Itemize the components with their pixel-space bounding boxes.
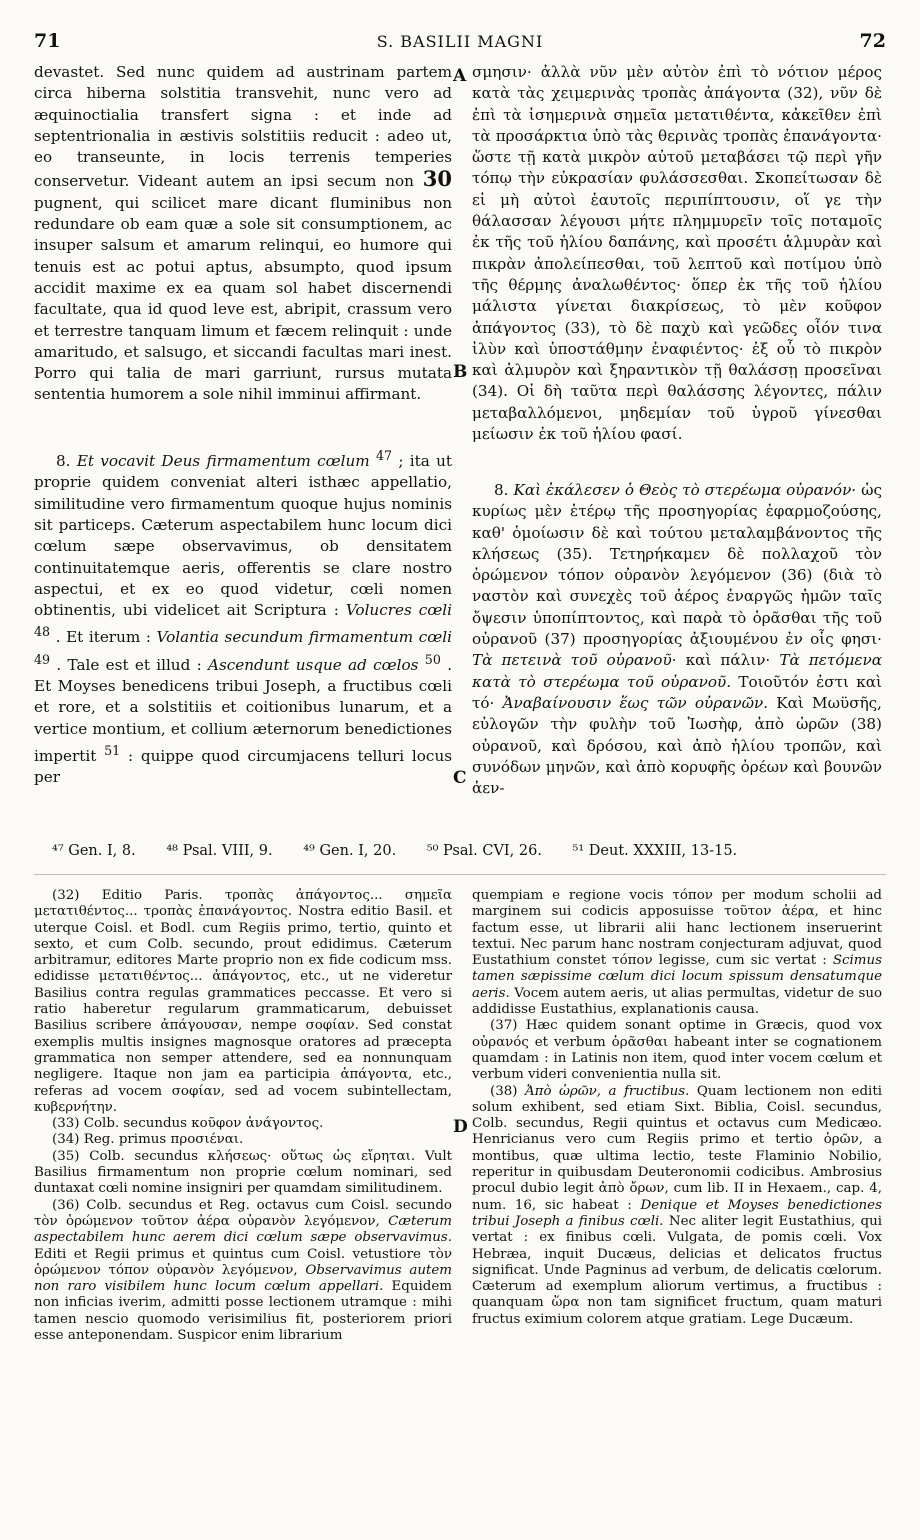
latin-column xyxy=(34,62,452,789)
note-38 xyxy=(472,1084,882,1328)
scripture-quote: Volantia secundum firmamentum cœli xyxy=(156,628,452,647)
footnote: ⁵⁰ Psal. CVI, 26. xyxy=(426,843,542,859)
note-translation: Cæterum aspectabilem hunc aerem dici cœlum sæpe observavimus. xyxy=(34,1213,453,1246)
note-text: Equidem non inficias iverim, admitti posse lectionem utramque : mihi tamen nescio quomodo verisimilius fit, posteriorem priori esse anteponendam. Suspicor enim librarium xyxy=(34,1279,452,1344)
scripture-quote: Καὶ ἐκάλεσεν ὁ Θεὸς τὸ στερέωμα οὐρανόν· xyxy=(513,481,857,499)
note-32: (32) Editio Paris. τροπὰς ἀπάγοντος... σημεῖα μετατιθέντος... τροπὰς ἐπανάγοντος. Nostra editio Basil. et uterque Coisl. et Bodl. cum Regiis primo, tertio, quinto et sexto, et cum Colb. secundo, prout edidimus. Cæterum arbitramur, editores Marte proprio non ex fide codicum mss. edidisse μετατιθέντος... ἀπάγοντος, etc., ut ne videretur Basilius contra regulas grammatices peccasse. Et vero si ratio haberetur regularum grammaticarum, debuisset Basilius scribere ἀπάγουσαν, nempe σοφίαν. Sed constat exemplis multis insignes magnosque oratores ad præcepta grammatica non semper attendere, sed ea nonnunquam negligere. Itaque non jam ea participia ἀπάγοντα, etc., referas ad vocem σοφίαν, sed ad vocem subintellectam, κυβερνήτην. xyxy=(34,888,452,1115)
paragraph-number: 8. xyxy=(494,481,509,499)
scripture-footnotes xyxy=(52,843,892,859)
section-number: 30 xyxy=(422,166,452,192)
footnote-ref: 50 xyxy=(424,651,441,667)
note-text: Vocem autem aeris, ut alias permultas, videtur de suo addidisse Eustathius, explanationis causa. xyxy=(472,985,883,1018)
footnote: ⁴⁷ Gen. I, 8. xyxy=(52,843,136,859)
greek-text: ὡς κυρίως μὲν ἑτέρῳ τῆς προσηγορίας ἐφαρμοζούσης, καθ' ὁμοίωσιν δὲ καὶ τούτου μεταλαμβάνοντος τῆς κλήσεως (35). Τετηρήκαμεν δὲ πολλαχοῦ τὸν ὁρώμενον τόπον οὐρανὸν λεγόμενον (36) (διὰ τὸ ναστὸν καὶ συνεχὲς τοῦ ἀέρος ἐναργῶς ἡμῶν ταῖς ὄψεσιν ὑποπίπτοντος, καὶ παρὰ τὸ ὁρᾶσθαι τῆς τοῦ οὐρανοῦ (37) προσηγορίας ἀξιουμένου ἐν οἷς φησι· xyxy=(472,481,882,649)
note-translation: Denique et Moyses benedictiones tribui Joseph a finibus cœli. xyxy=(472,1197,882,1229)
greek-paragraph-2 xyxy=(472,480,882,799)
notes-column-right xyxy=(472,888,882,1328)
scripture-quote: Ascendunt usque ad cœlos xyxy=(208,655,419,674)
latin-text: ; ita ut proprie quidem conveniat alteri isthæc appellatio, similitudine vero firmamentum quoque hujus nominis sit particeps. Cæterum aspectabilem hunc locum dici cœlum sæpe observavimus, ob densitatem continuitatemque aeris, offerentis se clare nostro aspectui, et ex eo quod videtur, cœli nomen obtinentis, ubi videlicet ait Scriptura : xyxy=(34,452,453,620)
footnote-ref: 51 xyxy=(104,743,121,759)
note-34: (34) Reg. primus προσιέναι. xyxy=(52,1132,244,1148)
greek-text: Τοιοῦτόν ἐστι καὶ τό· xyxy=(472,672,883,712)
latin-text: devastet. Sed nunc quidem ad austrinam partem circa hiberna solstitia transvehit, nunc vero ad æquinoctialia transfert signa : et inde ad septentrionalia in æstivis solstitiis reducit : adeo ut, eo transeunte, in locis terrenis temperies conservetur. Videant autem an ipsi secum non xyxy=(34,63,452,191)
footnote-ref: 47 xyxy=(375,448,393,463)
footnote: ⁴⁸ Psal. VIII, 9. xyxy=(166,843,273,859)
scripture-quote: Τὰ πετεινὰ τοῦ οὐρανοῦ· xyxy=(472,651,677,670)
note-text: Editi et Regii primus et quintus cum Coisl. vetustiore τὸν ὁρώμενον τόπον οὐρανὸν λεγόμενον, xyxy=(34,1246,452,1278)
footnote-ref: 48 xyxy=(34,624,51,640)
latin-text: . Tale est et illud : xyxy=(56,655,202,674)
note-text: Nec aliter legit Eustathius, qui vertat : ex finibus cœli. Vulgata, de pomis cœli. Vox Hebræa, inquit Ducæus, delicias et delicatos fructus significat. Unde Pagninus ad verbum, de delicatis cœlorum. Cæterum ad exemplum aliorum vertimus, a fructibus : quanquam ὥρα non tam significet fructum, quam maturi fructus eximium colorem atque gratiam. Lege Ducæum. xyxy=(472,1213,882,1327)
footnote: ⁴⁹ Gen. I, 20. xyxy=(303,843,397,859)
scripture-quote: Et vocavit Deus firmamentum cœlum xyxy=(76,452,370,471)
note-35: (35) Colb. secundus κλήσεως· οὕτως ὡς εἴρηται. Vult Basilius firmamentum non proprie cœlum nominari, sed duntaxat cœli nomine insigniri per quamdam similitudinem. xyxy=(34,1148,452,1197)
latin-paragraph-2 xyxy=(34,445,452,789)
note-text: (38) xyxy=(490,1083,518,1099)
latin-text: . Et iterum : xyxy=(55,628,151,647)
note-translation: Observavimus autem non raro visibilem hunc locum cœlum appellari. xyxy=(34,1262,452,1295)
footnote: ⁵¹ Deut. XXXIII, 13-15. xyxy=(572,843,738,859)
page-number-right: 72 xyxy=(859,30,886,52)
note-text: (36) Colb. secundus et Reg. octavus cum Coisl. secundo τὸν ὁρώμενον τοῦτον ἀέρα οὐρανὸν λεγόμενον, xyxy=(34,1197,452,1229)
latin-text: : quippe quod circumjacens telluri locus per xyxy=(34,747,453,787)
note-37: (37) Hæc quidem sonant optime in Græcis, quod vox οὐρανός et verbum ὁρᾶσθαι habeant inter se cognationem quamdam : in Latinis non item, quod inter vocem cœlum et verbum videri convenientia nulla sit. xyxy=(472,1018,882,1083)
note-text: quempiam e regione vocis τόπον per modum scholii ad marginem sui codicis apposuisse τοῦτον ἀέρα, et hinc factum esse, ut librarii alii hanc lectionem inseruerint textui. Nec parum hanc nostram conjecturam adjuvat, quod Eustathium constet τόπον legisse, cum sic vertat : xyxy=(472,888,882,969)
running-title: S. BASILII MAGNI xyxy=(376,32,544,51)
latin-text: . Et Moyses benedicens tribui Joseph, a fructibus cœli et rore, et a solstitiis et coitionibus lunarum, et a vertice montium, et collium æternorum benedictiones impertit xyxy=(34,655,453,766)
divider xyxy=(34,874,886,875)
scripture-quote: Volucres cœli xyxy=(345,601,452,620)
latin-text: pugnent, qui scilicet mare dicant fluminibus non redundare ob eam quæ a sole sit consumptionem, ac insuper salsum et amarum relinqui, eo humore qui tenuis est ac potui aptus, absumpto, quod ipsum accidit maxime ex ea quam sol habet discernendi facultate, qua id quod leve est, abripit, crassum vero et terrestre tanquam limum et fæcem relinquit : unde amaritudo, et salsugo, et siccandi facultas mari inest. Porro qui talia de mari garriunt, rursus mutata sententia humorem a sole nihil imminui affirmant. xyxy=(34,193,452,404)
footnote-ref: 49 xyxy=(34,651,51,667)
page-header xyxy=(34,30,886,60)
margin-marker-a: A xyxy=(453,66,467,86)
greek-paragraph-1: σμησιν· ἀλλὰ νῦν μὲν αὐτὸν ἐπὶ τὸ νότιον μέρος κατὰ τὰς χειμερινὰς τροπὰς ἀπάγοντα (32), νῦν δὲ ἐπὶ τὰ ἰσημερινὰ σημεῖα μετατιθέντα, κἀκεῖθεν ἐπὶ τὰ προσάρκτια ὑπὸ τὰς θερινὰς τροπὰς ἐπανάγοντα· ὥστε τῇ κατὰ μικρὸν αὐτοῦ μεταβάσει τῷ περὶ γῆν τόπῳ τὴν εὐκρασίαν φυλάσσεσθαι. Σκοπείτωσαν δὲ εἰ μὴ αὐτοὶ ἑαυτοῖς περιπίπτουσιν, οἵ γε τὴν θάλασσαν λέγουσι μήτε πλημμυρεῖν τοῖς ποταμοῖς ἐκ τῆς τοῦ ἡλίου δαπάνης, καὶ προσέτι ἁλμυρὰν καὶ πικρὰν ἀπολείπεσθαι, τοῦ λεπτοῦ καὶ ποτίμου ὑπὸ τῆς θέρμης ἀναλωθέντος· ὅπερ ἐκ τῆς τοῦ ἡλίου μάλιστα γίνεται διακρίσεως, τὸ μὲν κοῦφον ἀπάγοντος (33), τὸ δὲ παχὺ καὶ γεῶδες οἷόν τινα ἰλὺν καὶ ὑποστάθμην ἐναφιέντος· ἐξ οὗ τὸ πικρὸν καὶ ἁλμυρὸν καὶ ξηραντικὸν τῇ θαλάσσῃ προσεῖναι (34). Οἱ δὴ ταῦτα περὶ θαλάσσης λέγοντες, πάλιν μεταβαλλόμενοι, μηδεμίαν τοῦ ὑγροῦ γίνεσθαι μείωσιν ἐκ τοῦ ἡλίου φασί. xyxy=(472,63,882,444)
margin-marker-d: D xyxy=(453,1117,468,1137)
scripture-quote: Ἀναβαίνουσιν ἕως τῶν οὐρανῶν. xyxy=(502,693,769,712)
scripture-quote: Τὰ πετόμενα κατὰ τὸ στερέωμα τοῦ οὐρανοῦ. xyxy=(472,651,882,691)
note-36 xyxy=(34,1198,452,1345)
greek-text: καὶ πάλιν· xyxy=(685,651,771,670)
page-number-left: 71 xyxy=(34,30,61,52)
note-33: (33) Colb. secundus κοῦφον ἀνάγοντος. xyxy=(52,1116,324,1132)
notes-column-left xyxy=(34,888,452,1344)
greek-text: Καὶ Μωϋσῆς, εὐλογῶν τὴν φυλὴν τοῦ Ἰωσὴφ, ἀπὸ ὡρῶν (38) οὐρανοῦ, καὶ δρόσου, καὶ ἀπὸ ἡλίου τροπῶν, καὶ συνόδων μηνῶν, καὶ ἀπὸ κορυφῆς ὀρέων καὶ βουνῶν ἀεν- xyxy=(472,693,883,798)
note-text: Quam lectionem non editi solum exhibent, sed etiam Sixt. Biblia, Coisl. secundus, Colb. secundus, Regii quintus et octavus cum Medicæo. Henricianus vero cum Regiis primo et tertio ὀρῶν, a montibus, quæ ultima lectio, teste Flaminio Nobilio, reperitur in quibusdam Deuteronomii codicibus. Ambrosius procul dubio legit ἀπὸ ὄρων, cum lib. II in Hexaem., cap. 4, num. 16, sic habeat : xyxy=(472,1083,882,1213)
greek-column xyxy=(472,62,882,799)
note-36-continued xyxy=(472,888,882,1018)
paragraph-number: 8. xyxy=(56,452,71,471)
margin-marker-b: B xyxy=(453,362,468,382)
note-lemma: Ἀπὸ ὡρῶν, a fructibus. xyxy=(524,1083,690,1099)
latin-paragraph-1 xyxy=(34,62,452,445)
margin-marker-c: C xyxy=(453,768,467,788)
note-translation: Scimus tamen sæpissime cœlum dici locum spissum densatumque aeris. xyxy=(472,953,882,1001)
